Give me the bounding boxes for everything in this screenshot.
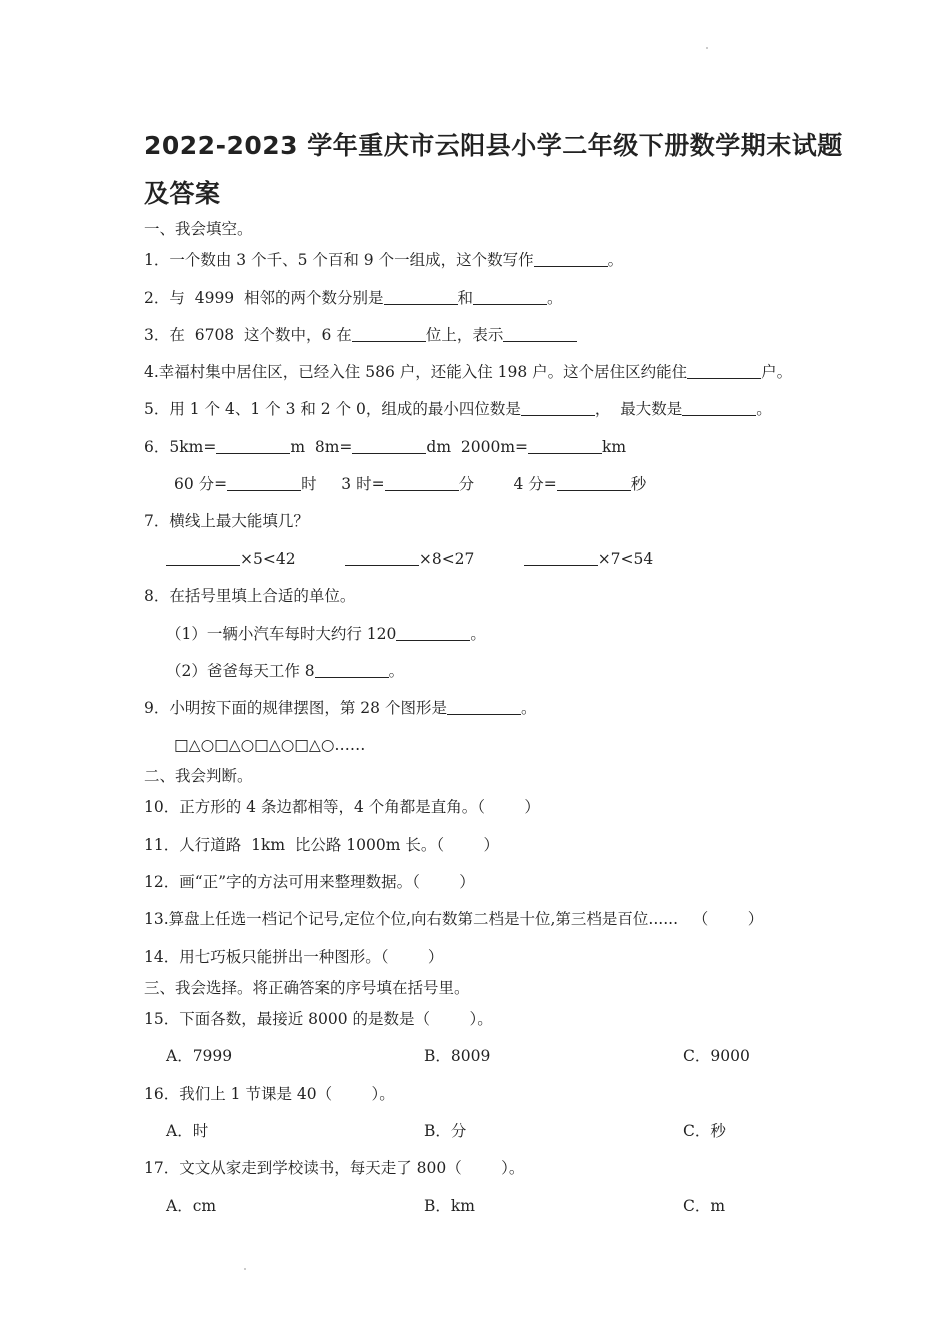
section-judge: 二、我会判断。 <box>144 767 253 785</box>
answer-blank[interactable] <box>315 663 389 678</box>
section-choice: 三、我会选择。将正确答案的序号填在括号里。 <box>144 979 470 997</box>
question-15-option-a[interactable]: A．7999 <box>166 1047 233 1065</box>
page-title-line2: 及答案 <box>144 179 221 208</box>
question-15-option-b[interactable]: B．8009 <box>424 1047 491 1065</box>
answer-blank[interactable] <box>521 401 595 416</box>
question-6-text: 6．5km= <box>144 438 217 456</box>
answer-blank[interactable] <box>396 626 470 641</box>
question-7: 7．横线上最大能填几？ <box>144 512 309 530</box>
question-5-end: 。 <box>756 400 772 418</box>
question-15-option-c[interactable]: C．9000 <box>683 1047 750 1065</box>
question-8: 8．在括号里填上合适的单位。 <box>144 587 356 605</box>
corner-speck <box>706 47 708 49</box>
question-9 <box>144 698 536 718</box>
question-9-end: 。 <box>520 699 537 717</box>
question-6-unit-2: dm 2000m= <box>426 438 529 456</box>
answer-blank[interactable] <box>352 327 426 342</box>
question-6-time-3: 4 分= <box>513 475 557 493</box>
question-1-end: 。 <box>607 251 624 269</box>
question-5 <box>144 399 772 419</box>
question-6-unit-3: km <box>602 438 627 456</box>
answer-blank[interactable] <box>447 700 521 715</box>
question-17-option-c[interactable]: C．m <box>683 1197 726 1215</box>
question-14: 14．用七巧板只能拼出一种图形。（ ） <box>144 948 444 966</box>
answer-blank[interactable] <box>166 551 240 566</box>
question-6-time-unit-3: 秒 <box>630 475 647 493</box>
answer-blank[interactable] <box>384 290 458 305</box>
bottom-speck <box>244 1268 246 1270</box>
question-10: 10．正方形的 4 条边都相等，4 个角都是直角。（ ） <box>144 798 540 816</box>
question-8-part-1-text: （1）一辆小汽车每时大约行 120 <box>166 625 397 643</box>
section-fill-in: 一、我会填空。 <box>144 220 253 238</box>
question-1 <box>144 250 623 270</box>
question-8-part-2 <box>166 661 404 681</box>
question-7-expr-1: ×5<42 <box>240 550 296 568</box>
answer-blank[interactable] <box>503 327 577 342</box>
question-7-expr-2: ×8<27 <box>418 550 475 568</box>
question-6-time-unit-1: 时 <box>301 475 317 493</box>
question-15: 15．下面各数，最接近 8000 的是数是（ ）。 <box>144 1010 493 1028</box>
question-16-option-a[interactable]: A．时 <box>166 1122 209 1140</box>
question-7-expr-3: ×7<54 <box>597 550 654 568</box>
question-4-text: 4.幸福村集中居住区，已经入住 586 户，还能入住 198 户。这个居住区约能住 <box>144 363 688 381</box>
question-2-end: 。 <box>547 289 563 307</box>
question-16: 16．我们上 1 节课是 40（ ）。 <box>144 1085 395 1103</box>
answer-blank[interactable] <box>216 439 290 454</box>
question-5-mid: ， 最大数是 <box>594 400 683 418</box>
question-13: 13.算盘上任选一档记个记号,定位个位,向右数第二档是十位,第三档是百位...... （ ） <box>144 910 764 928</box>
question-12: 12．画“正”字的方法可用来整理数据。（ ） <box>144 873 475 891</box>
question-2-text: 2．与 4999 相邻的两个数分别是 <box>144 289 384 307</box>
answer-blank[interactable] <box>682 401 756 416</box>
answer-blank[interactable] <box>687 364 761 379</box>
question-7-blanks <box>166 549 653 569</box>
question-3 <box>144 325 577 345</box>
question-17-option-a[interactable]: A．cm <box>166 1197 217 1215</box>
question-8-part-2-text: （2）爸爸每天工作 8 <box>166 662 315 680</box>
question-8-part-1-end: 。 <box>470 625 486 643</box>
answer-blank[interactable] <box>345 551 419 566</box>
answer-blank[interactable] <box>227 476 301 491</box>
answer-blank[interactable] <box>385 476 459 491</box>
question-6-line-2 <box>174 474 646 494</box>
question-8-part-1 <box>166 624 486 644</box>
shape-pattern: □△○□△○□△○□△○…… <box>174 736 366 754</box>
question-4 <box>144 362 792 382</box>
question-5-text: 5．用 1 个 4、1 个 3 和 2 个 0，组成的最小四位数是 <box>144 400 521 418</box>
question-6-time-2: 3 时= <box>341 475 385 493</box>
question-1-text: 1．一个数由 3 个千、5 个百和 9 个一组成，这个数写作 <box>144 251 534 269</box>
question-11: 11．人行道路 1km 比公路 1000m 长。（ ） <box>144 836 500 854</box>
page-title: 2022-2023 学年重庆市云阳县小学二年级下册数学期末试题 <box>144 131 843 160</box>
answer-blank[interactable] <box>524 551 598 566</box>
question-2-and: 和 <box>457 289 474 307</box>
question-3-mid: 位上，表示 <box>425 326 504 344</box>
question-17-option-b[interactable]: B．km <box>424 1197 475 1215</box>
question-16-option-b[interactable]: B．分 <box>424 1122 467 1140</box>
answer-blank[interactable] <box>473 290 547 305</box>
question-2 <box>144 288 563 308</box>
question-6-time-unit-2: 分 <box>458 475 475 493</box>
question-16-option-c[interactable]: C．秒 <box>683 1122 726 1140</box>
answer-blank[interactable] <box>528 439 602 454</box>
question-6-unit-1: m 8m= <box>290 438 353 456</box>
question-6-time-1: 60 分= <box>174 475 228 493</box>
answer-blank[interactable] <box>352 439 426 454</box>
question-9-text: 9．小明按下面的规律摆图，第 28 个图形是 <box>144 699 447 717</box>
question-4-end: 户。 <box>761 363 793 381</box>
question-6 <box>144 437 626 457</box>
question-3-text: 3．在 6708 这个数中，6 在 <box>144 326 352 344</box>
answer-blank[interactable] <box>534 252 608 267</box>
answer-blank[interactable] <box>557 476 631 491</box>
question-17: 17．文文从家走到学校读书，每天走了 800（ ）。 <box>144 1159 525 1177</box>
question-8-part-2-end: 。 <box>388 662 405 680</box>
